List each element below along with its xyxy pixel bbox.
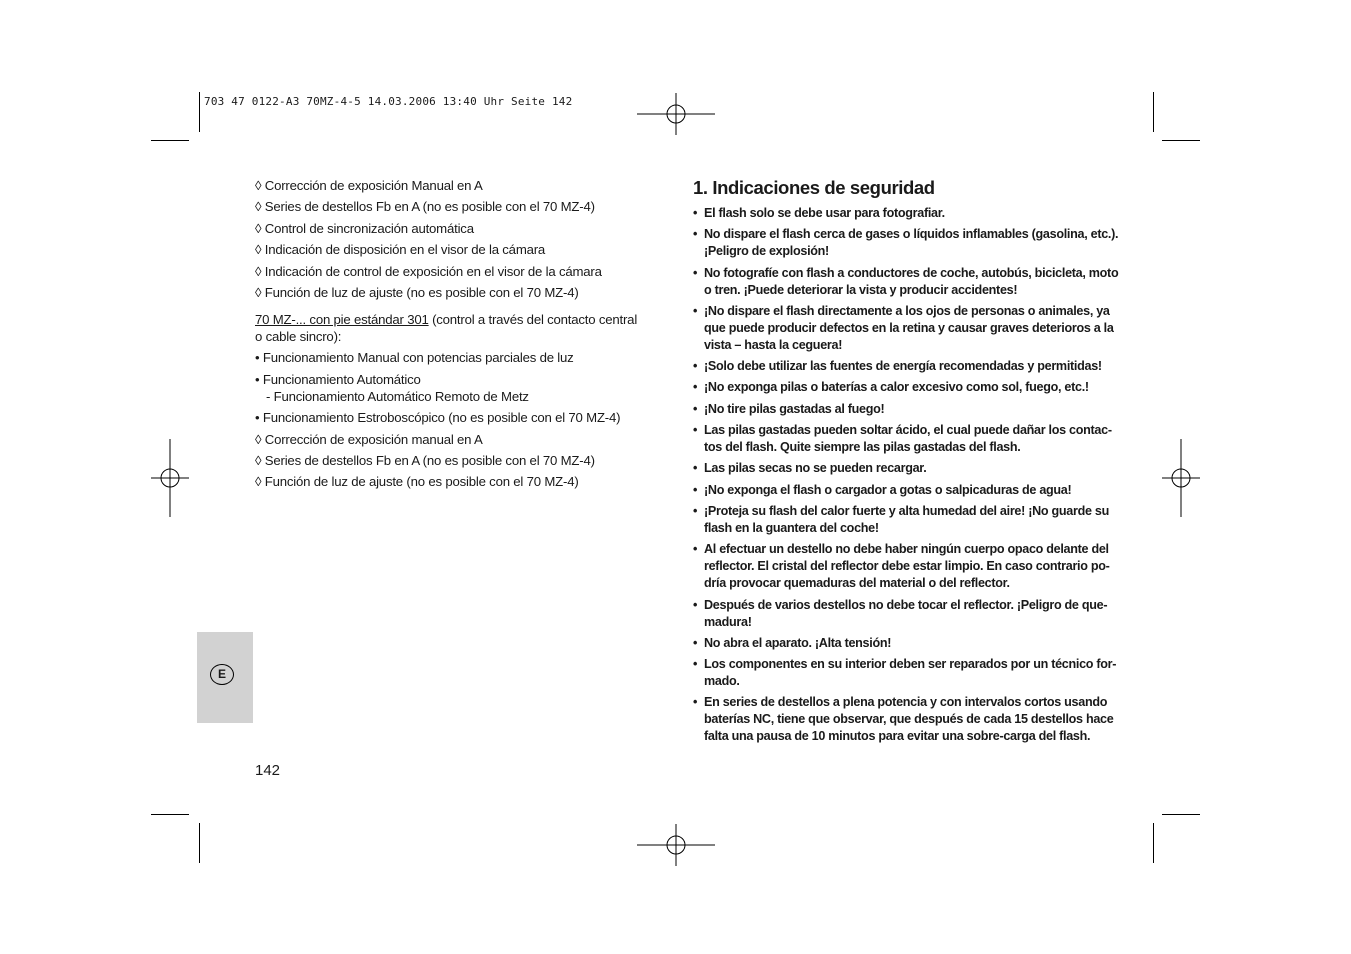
page-number: 142 <box>255 762 281 779</box>
safety-text: ¡Solo debe utilizar las fuentes de energía recomendadas y permitidas! <box>704 359 1102 374</box>
safety-text: En series de destellos a plena potencia y con intervalos cortos usando baterías NC, tiene que observar, que después de cada 15 destellos hace falta una pausa de 10 minutos para evitar una sobre-carga del flash. <box>704 695 1114 744</box>
safety-item <box>693 482 1123 499</box>
safety-item <box>693 379 1123 396</box>
bullet: • <box>693 206 698 220</box>
safety-text: ¡No exponga el flash o cargador a gotas o salpicaduras de agua! <box>704 482 1072 497</box>
list-item: ◊ Corrección de exposición Manual en A <box>255 178 483 193</box>
bullet: • <box>693 542 698 557</box>
right-column <box>693 177 1123 750</box>
bullet: • <box>693 265 698 280</box>
safety-text: Los componentes en su interior deben ser reparados por un técnico for- mado. <box>704 657 1117 689</box>
safety-text: ¡No dispare el flash directamente a los ojos de personas o animales, ya que puede producir defectos en la retina y causar graves deterioros a la vista – hasta la ceguera! <box>704 303 1114 352</box>
safety-text: No dispare el flash cerca de gases o líquidos inflamables (gasolina, etc.). ¡Peligro de explosión! <box>704 227 1119 259</box>
bullet: • <box>693 635 698 650</box>
safety-item <box>693 656 1123 690</box>
list-item: ◊ Control de sincronización automática <box>255 220 474 236</box>
list-item: ◊ Indicación de control de exposición en el visor de la cámara <box>255 263 602 279</box>
safety-item <box>693 694 1123 745</box>
bullet: • <box>693 401 698 416</box>
bullet: • <box>693 423 698 438</box>
bullet: • <box>693 303 698 318</box>
list-item: • Funcionamiento Estroboscópico (no es posible con el 70 MZ-4) <box>255 410 621 426</box>
bullet: • <box>693 657 698 672</box>
list-subitem: - Funcionamiento Automático Remoto de Metz <box>266 388 529 404</box>
bullet: • <box>693 461 698 476</box>
language-tab <box>197 632 253 723</box>
bullet: • <box>693 380 698 395</box>
list-item: • Funcionamiento Manual con potencias parciales de luz <box>255 350 574 366</box>
bullet: • <box>693 227 698 242</box>
bullet: • <box>693 597 698 612</box>
safety-item <box>693 303 1123 354</box>
left-column <box>255 177 640 495</box>
list-item: ◊ Series de destellos Fb en A (no es posible con el 70 MZ-4) <box>255 199 595 215</box>
safety-text: ¡No tire pilas gastadas al fuego! <box>704 401 885 416</box>
feature-list-a <box>255 177 640 301</box>
safety-item <box>693 401 1123 418</box>
list-item: • Funcionamiento Automático <box>255 371 421 387</box>
list-item: ◊ Series de destellos Fb en A (no es posible con el 70 MZ-4) <box>255 452 595 468</box>
safety-item <box>693 226 1123 260</box>
registration-mark-bottom <box>637 806 715 884</box>
safety-item <box>693 541 1123 592</box>
safety-text: No abra el aparato. ¡Alta tensión! <box>704 635 892 650</box>
safety-text: ¡Proteja su flash del calor fuerte y alta humedad del aire! ¡No guarde su flash en la guantera del coche! <box>704 503 1109 535</box>
safety-item <box>693 503 1123 537</box>
feature-list-b <box>255 349 640 490</box>
safety-text: No fotografíe con flash a conductores de coche, autobús, bicicleta, moto o tren. ¡Puede deteriorar la vista y producir accidentes! <box>704 265 1119 297</box>
bullet: • <box>693 482 698 497</box>
section-title: 1. Indicaciones de seguridad <box>693 177 935 198</box>
registration-mark-left <box>131 439 209 517</box>
safety-item <box>693 635 1123 652</box>
list-item: ◊ Corrección de exposición manual en A <box>255 431 483 447</box>
safety-text: Las pilas secas no se pueden recargar. <box>704 461 927 476</box>
safety-text: ¡No exponga pilas o baterías a calor excesivo como sol, fuego, etc.! <box>704 380 1089 395</box>
list-item: ◊ Indicación de disposición en el visor de la cámara <box>255 242 546 258</box>
safety-text: Al efectuar un destello no debe haber ningún cuerpo opaco delante del reflector. El cristal del reflector debe estar limpio. En caso contrario po- dría provocar quemaduras del material o del reflector. <box>704 542 1110 591</box>
intro-paragraph <box>255 311 640 345</box>
list-item: ◊ Función de luz de ajuste (no es posible con el 70 MZ-4) <box>255 474 579 490</box>
safety-item <box>693 205 1123 222</box>
bullet: • <box>693 503 698 518</box>
safety-text: Las pilas gastadas pueden soltar ácido, el cual puede dañar los contac- tos del flash. Quite siempre las pilas gastadas del flash. <box>704 423 1112 455</box>
print-slug: 703 47 0122-A3 70MZ-4-5 14.03.2006 13:40 Uhr Seite 142 <box>204 95 573 108</box>
bullet: • <box>693 359 698 374</box>
safety-item <box>693 358 1123 375</box>
safety-item <box>693 422 1123 456</box>
safety-item <box>693 460 1123 477</box>
intro-underlined: 70 MZ-... con pie estándar 301 <box>255 311 429 327</box>
registration-mark-right <box>1142 439 1220 517</box>
safety-list <box>693 205 1123 745</box>
safety-item <box>693 597 1123 631</box>
safety-text: El flash solo se debe usar para fotografiar. <box>704 206 945 220</box>
safety-item <box>693 265 1123 299</box>
language-badge: E <box>210 664 234 685</box>
safety-text: Después de varios destellos no debe tocar el reflector. ¡Peligro de que- madura! <box>704 597 1108 629</box>
intro-rest: (control a través del contacto central o cable sincro): <box>255 311 638 344</box>
bullet: • <box>693 695 698 710</box>
list-item: ◊ Función de luz de ajuste (no es posible con el 70 MZ-4) <box>255 284 579 300</box>
registration-mark-top <box>637 75 715 153</box>
